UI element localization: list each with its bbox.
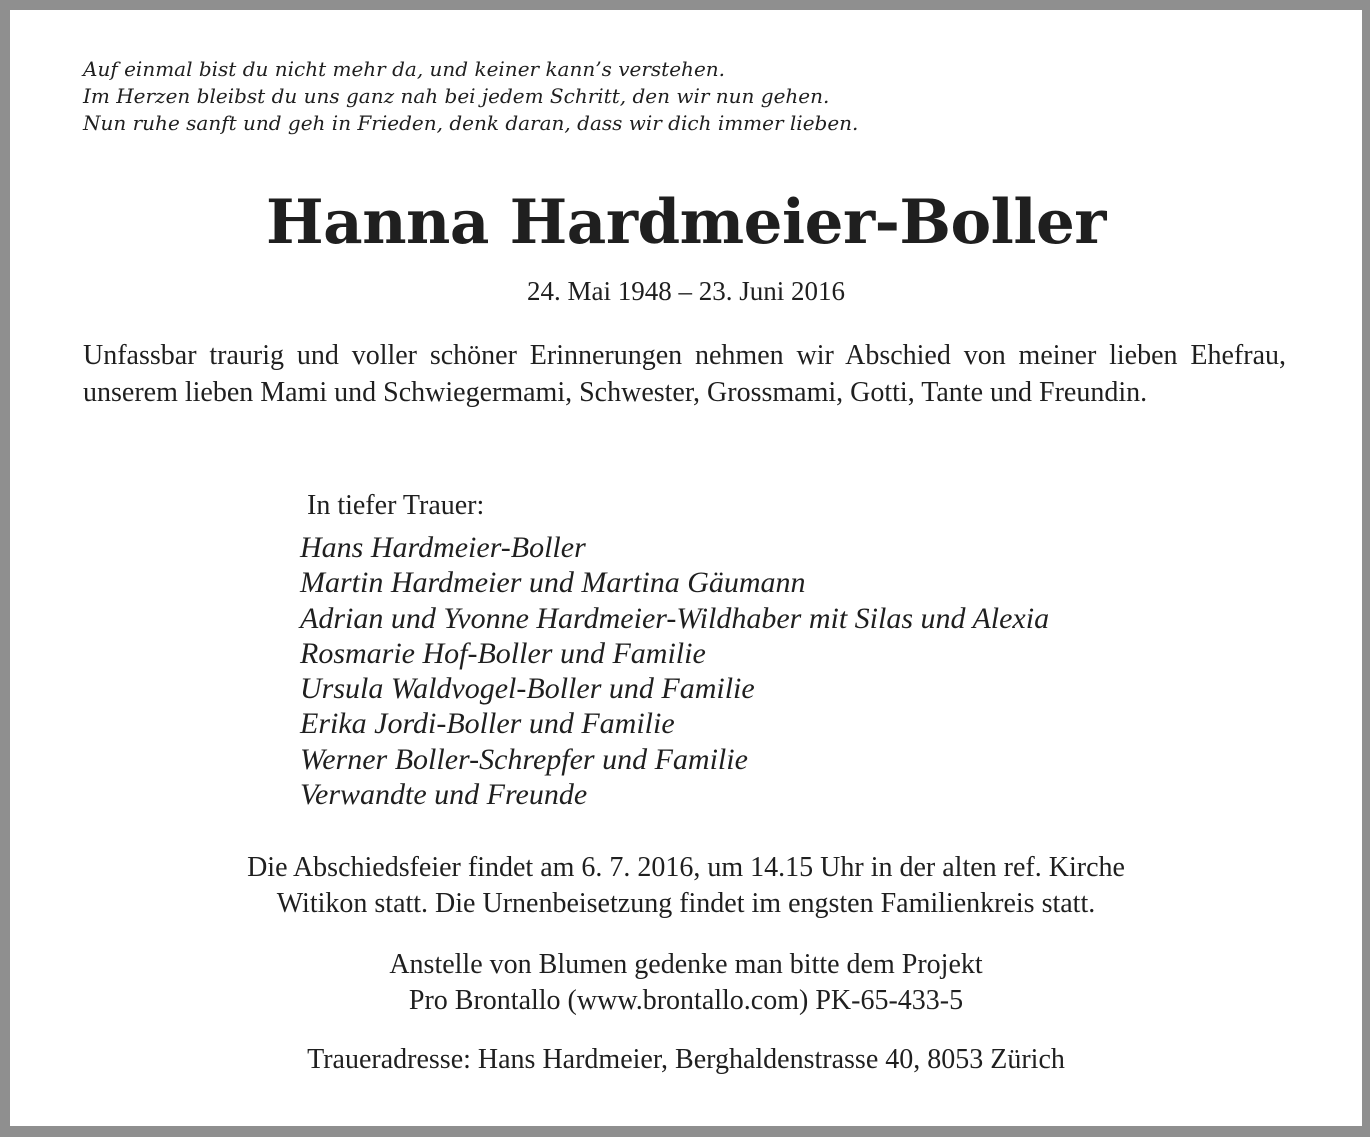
mourner-name: Ursula Waldvogel-Boller und Familie (300, 672, 755, 706)
life-dates: 24. Mai 1948 – 23. Juni 2016 (526, 276, 845, 306)
deceased-name: Hanna Hardmeier-Boller (266, 187, 1106, 258)
donation-line: Anstelle von Blumen gedenke man bitte dem Projekt (389, 949, 983, 980)
ceremony-line: Witikon statt. Die Urnenbeisetzung findet im engsten Familienkreis statt. (276, 888, 1096, 919)
obituary-notice (10, 10, 1362, 1126)
mourner-name: Martin Hardmeier und Martina Gäumann (300, 566, 806, 600)
poem-line: Nun ruhe sanft und geh in Frieden, denk daran, dass wir dich immer lieben. (83, 111, 859, 135)
poem-verse (83, 56, 858, 137)
mourner-name: Verwandte und Freunde (300, 778, 588, 812)
mourner-name: Rosmarie Hof-Boller und Familie (300, 636, 706, 670)
mourner-name: Erika Jordi-Boller und Familie (300, 707, 675, 741)
mourning-label: In tiefer Trauer: (307, 490, 485, 521)
poem-line: Auf einmal bist du nicht mehr da, und keiner kann’s verstehen. (83, 57, 726, 81)
donation-info (10, 947, 1362, 1019)
intro-paragraph: Unfassbar traurig und voller schöner Erinnerungen nehmen wir Abschied von meiner lieben Ehefrau, unserem lieben Mami und Schwiegermami, Schwester, Grossmami, Gotti, Tante und Freundin. (83, 340, 1286, 408)
mourning-address: Traueradresse: Hans Hardmeier, Berghaldenstrasse 40, 8053 Zürich (307, 1044, 1065, 1075)
mourner-name: Adrian und Yvonne Hardmeier-Wildhaber mit Silas und Alexia (300, 601, 1050, 635)
ceremony-line: Die Abschiedsfeier findet am 6. 7. 2016, um 14.15 Uhr in der alten ref. Kirche (247, 852, 1125, 883)
ceremony-info (10, 850, 1362, 922)
mourner-name: Werner Boller-Schrepfer und Familie (300, 742, 748, 776)
donation-line: Pro Brontallo (www.brontallo.com) PK-65-433-5 (408, 985, 964, 1016)
mourners-list (300, 530, 1049, 812)
poem-line: Im Herzen bleibst du uns ganz nah bei jedem Schritt, den wir nun gehen. (83, 84, 830, 108)
mourner-name: Hans Hardmeier-Boller (300, 531, 586, 564)
